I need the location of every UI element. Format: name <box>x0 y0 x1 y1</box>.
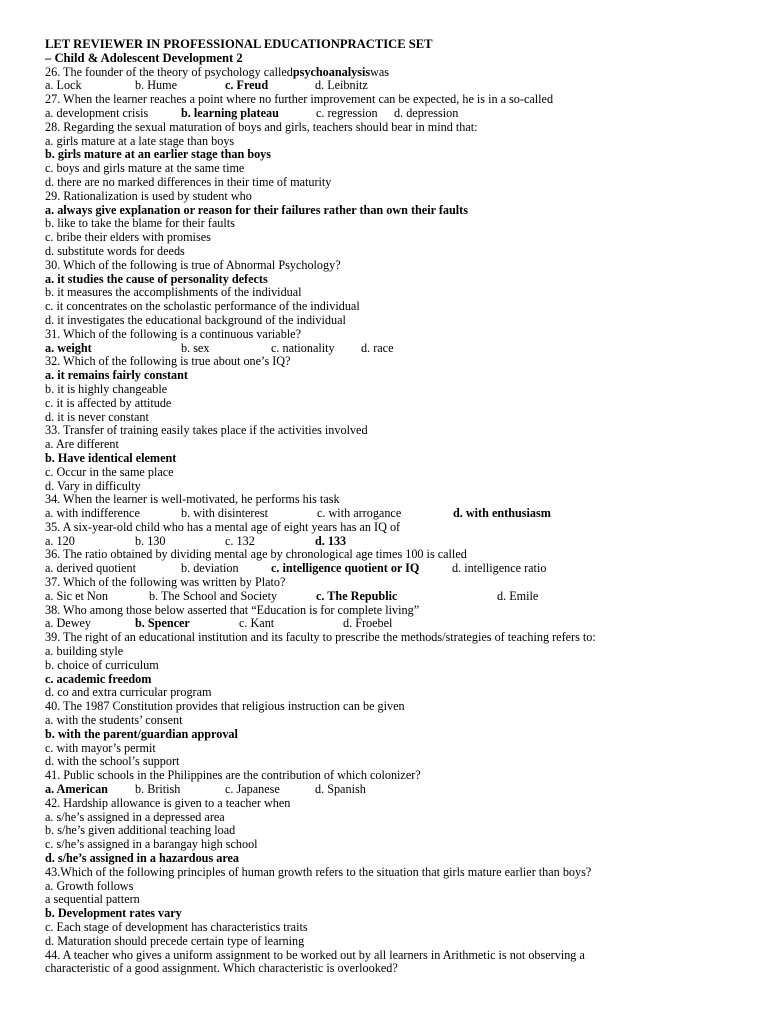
question-line <box>45 259 745 273</box>
text-segment: d. Maturation should precede certain type of learning <box>45 933 305 948</box>
question-line <box>45 328 745 342</box>
text-segment: a. s/he’s assigned in a depressed area <box>45 809 225 824</box>
question-line <box>45 355 745 369</box>
text-segment: c. regression <box>316 105 378 120</box>
correct-answer-text: b. with the parent/guardian approval <box>45 726 238 741</box>
text-segment: a. with indifference <box>45 506 140 521</box>
text-segment: c. Japanese <box>225 782 280 797</box>
answer-line <box>45 438 745 452</box>
text-segment: c. it is affected by attitude <box>45 395 172 410</box>
correct-answer-text: a. American <box>45 782 108 797</box>
text-segment: a. 120 <box>45 533 75 548</box>
answer-line <box>45 645 745 659</box>
answer-line <box>45 728 745 742</box>
text-segment: a. Sic et Non <box>45 588 108 603</box>
answer-line <box>45 231 745 245</box>
text-segment: c. nationality <box>271 340 335 355</box>
question-line <box>45 121 745 135</box>
answer-line <box>45 135 745 149</box>
text-segment: b. it is highly changeable <box>45 381 168 396</box>
answer-line <box>45 562 745 576</box>
answer-line <box>45 935 745 949</box>
question-line <box>45 631 745 645</box>
text-segment: d. with the school’s support <box>45 754 180 769</box>
text-segment: 44. A teacher who gives a uniform assignment to be worked out by all learners in Arithmetic is not observing a <box>45 947 585 962</box>
question-line <box>45 797 745 811</box>
text-segment: 35. A six-year-old child who has a mental age of eight years has an IQ of <box>45 519 401 534</box>
question-line <box>45 949 745 963</box>
answer-line <box>45 79 745 93</box>
text-segment: a. Lock <box>45 78 82 93</box>
answer-line <box>45 314 745 328</box>
text-segment: 41. Public schools in the Philippines are the contribution of which colonizer? <box>45 768 421 783</box>
correct-answer-text: a. always give explanation or reason for their failures rather than own their faults <box>45 202 468 217</box>
text-segment: b. 130 <box>135 533 166 548</box>
text-segment: b. The School and Society <box>149 588 278 603</box>
text-segment: b. choice of curriculum <box>45 657 159 672</box>
question-line <box>45 700 745 714</box>
text-segment: d. there are no marked differences in their time of maturity <box>45 174 332 189</box>
text-segment: a. with the students’ consent <box>45 713 183 728</box>
text-segment: d. Leibnitz <box>315 78 368 93</box>
text-segment: b. deviation <box>181 561 239 576</box>
answer-line <box>45 107 745 121</box>
correct-answer-text: a. it remains fairly constant <box>45 368 188 383</box>
answer-line <box>45 824 745 838</box>
correct-answer-text: b. Have identical element <box>45 450 177 465</box>
text-segment: d. co and extra curricular program <box>45 685 212 700</box>
text-segment: a. development crisis <box>45 105 149 120</box>
answer-line <box>45 480 745 494</box>
text-segment: 30. Which of the following is true of Abnormal Psychology? <box>45 257 341 272</box>
text-segment: c. boys and girls mature at the same time <box>45 161 245 176</box>
text-segment: a. Growth follows <box>45 878 134 893</box>
answer-line <box>45 811 745 825</box>
text-segment: b. like to take the blame for their faults <box>45 216 235 231</box>
answer-line <box>45 217 745 231</box>
correct-answer-text: psychoanalysis <box>292 64 371 79</box>
answer-line <box>45 507 745 521</box>
text-segment: d. Emile <box>497 588 539 603</box>
answer-line <box>45 921 745 935</box>
correct-answer-text: d. s/he’s assigned in a hazardous area <box>45 851 240 866</box>
question-line <box>45 424 745 438</box>
correct-answer-text: a. weight <box>45 340 92 355</box>
text-segment: b. British <box>135 782 181 797</box>
text-segment: 42. Hardship allowance is given to a teacher when <box>45 795 291 810</box>
text-segment: d. Froebel <box>343 616 393 631</box>
text-segment: characteristic of a good assignment. Which characteristic is overlooked? <box>45 961 398 976</box>
correct-answer-text: b. Spencer <box>135 616 190 631</box>
question-line <box>45 604 745 618</box>
text-segment: c. bribe their elders with promises <box>45 230 211 245</box>
text-segment: a sequential pattern <box>45 892 140 907</box>
text-segment: b. sex <box>181 340 210 355</box>
correct-answer-text: a. it studies the cause of personality defects <box>45 271 268 286</box>
answer-line <box>45 369 745 383</box>
text-segment: was <box>370 64 390 79</box>
text-segment: d. substitute words for deeds <box>45 243 185 258</box>
text-segment: d. Vary in difficulty <box>45 478 141 493</box>
answer-line <box>45 893 745 907</box>
text-segment: a. derived quotient <box>45 561 137 576</box>
text-segment: c. Kant <box>239 616 275 631</box>
answer-line <box>45 452 745 466</box>
text-segment: b. it measures the accomplishments of the individual <box>45 285 302 300</box>
answer-line <box>45 176 745 190</box>
text-segment: c. Occur in the same place <box>45 464 174 479</box>
text-segment: d. intelligence ratio <box>452 561 547 576</box>
answer-line <box>45 383 745 397</box>
text-segment: 26. The founder of the theory of psychology called <box>45 64 293 79</box>
correct-answer-text: b. Development rates vary <box>45 906 182 921</box>
text-segment: b. Hume <box>135 78 177 93</box>
text-segment: a. building style <box>45 644 124 659</box>
question-line <box>45 66 745 80</box>
answer-line <box>45 962 745 976</box>
answer-line <box>45 838 745 852</box>
document-title: LET REVIEWER IN PROFESSIONAL EDUCATIONPRACTICE SET <box>45 37 433 51</box>
text-segment: 29. Rationalization is used by student who <box>45 188 252 203</box>
correct-answer-text: d. 133 <box>315 533 347 548</box>
answer-line <box>45 411 745 425</box>
text-segment: a. Dewey <box>45 616 92 631</box>
text-segment: 28. Regarding the sexual maturation of boys and girls, teachers should bear in mind that: <box>45 119 478 134</box>
question-line <box>45 521 745 535</box>
text-segment: b. with disinterest <box>181 506 268 521</box>
answer-line <box>45 755 745 769</box>
answer-line <box>45 148 745 162</box>
text-segment: d. race <box>361 340 394 355</box>
answer-line <box>45 659 745 673</box>
text-segment: 31. Which of the following is a continuous variable? <box>45 326 301 341</box>
correct-answer-text: c. The Republic <box>316 588 398 603</box>
text-segment: d. Spanish <box>315 782 366 797</box>
question-line <box>45 190 745 204</box>
text-segment: 33. Transfer of training easily takes place if the activities involved <box>45 423 368 438</box>
text-segment: c. Each stage of development has characteristics traits <box>45 920 308 934</box>
answer-line <box>45 397 745 411</box>
answer-line <box>45 742 745 756</box>
answer-line <box>45 342 745 356</box>
answer-line <box>45 162 745 176</box>
answer-line <box>45 880 745 894</box>
text-segment: a. girls mature at a late stage than boys <box>45 133 235 148</box>
text-segment: d. it is never constant <box>45 409 149 424</box>
correct-answer-text: b. learning plateau <box>181 105 279 120</box>
text-segment: c. with arrogance <box>317 506 402 521</box>
document-page <box>45 38 745 976</box>
question-line <box>45 493 745 507</box>
answer-line <box>45 245 745 259</box>
text-segment: c. s/he’s assigned in a barangay high school <box>45 837 258 852</box>
text-segment: 43.Which of the following principles of human growth refers to the situation that girls mature earlier than boys? <box>45 864 592 879</box>
answer-line <box>45 273 745 287</box>
question-list <box>45 66 745 977</box>
question-line <box>45 93 745 107</box>
correct-answer-text: c. academic freedom <box>45 671 152 686</box>
correct-answer-text: d. with enthusiasm <box>453 506 551 521</box>
answer-line <box>45 686 745 700</box>
answer-line <box>45 907 745 921</box>
text-segment: 40. The 1987 Constitution provides that religious instruction can be given <box>45 699 405 714</box>
correct-answer-text: c. intelligence quotient or IQ <box>271 561 420 576</box>
correct-answer-text: b. girls mature at an earlier stage than boys <box>45 147 272 162</box>
answer-line <box>45 286 745 300</box>
answer-line <box>45 300 745 314</box>
answer-line <box>45 673 745 687</box>
question-line <box>45 769 745 783</box>
question-line <box>45 548 745 562</box>
text-segment: 27. When the learner reaches a point where no further improvement can be expected, he is in a so-called <box>45 92 554 107</box>
text-segment: d. it investigates the educational background of the individual <box>45 312 346 327</box>
correct-answer-text: c. Freud <box>225 78 269 93</box>
text-segment: a. Are different <box>45 437 119 452</box>
question-line <box>45 576 745 590</box>
text-segment: c. with mayor’s permit <box>45 740 156 755</box>
question-line <box>45 866 745 880</box>
text-segment: 32. Which of the following is true about one’s IQ? <box>45 354 291 369</box>
text-segment: c. it concentrates on the scholastic performance of the individual <box>45 299 360 314</box>
answer-line <box>45 466 745 480</box>
text-segment: 36. The ratio obtained by dividing mental age by chronological age times 100 is called <box>45 547 467 562</box>
text-segment: 38. Who among those below asserted that “Education is for complete living” <box>45 602 420 617</box>
document-subtitle: – Child & Adolescent Development 2 <box>45 50 243 65</box>
answer-line <box>45 617 745 631</box>
answer-line <box>45 590 745 604</box>
text-segment: c. 132 <box>225 533 255 548</box>
answer-line <box>45 783 745 797</box>
answer-line <box>45 535 745 549</box>
answer-line <box>45 714 745 728</box>
answer-line <box>45 204 745 218</box>
text-segment: 34. When the learner is well-motivated, he performs his task <box>45 492 340 507</box>
text-segment: 39. The right of an educational institution and its faculty to prescribe the methods/strategies of teaching refers to: <box>45 630 596 645</box>
text-segment: d. depression <box>394 105 459 120</box>
text-segment: 37. Which of the following was written by Plato? <box>45 575 286 590</box>
text-segment: b. s/he’s given additional teaching load <box>45 823 236 838</box>
answer-line <box>45 852 745 866</box>
